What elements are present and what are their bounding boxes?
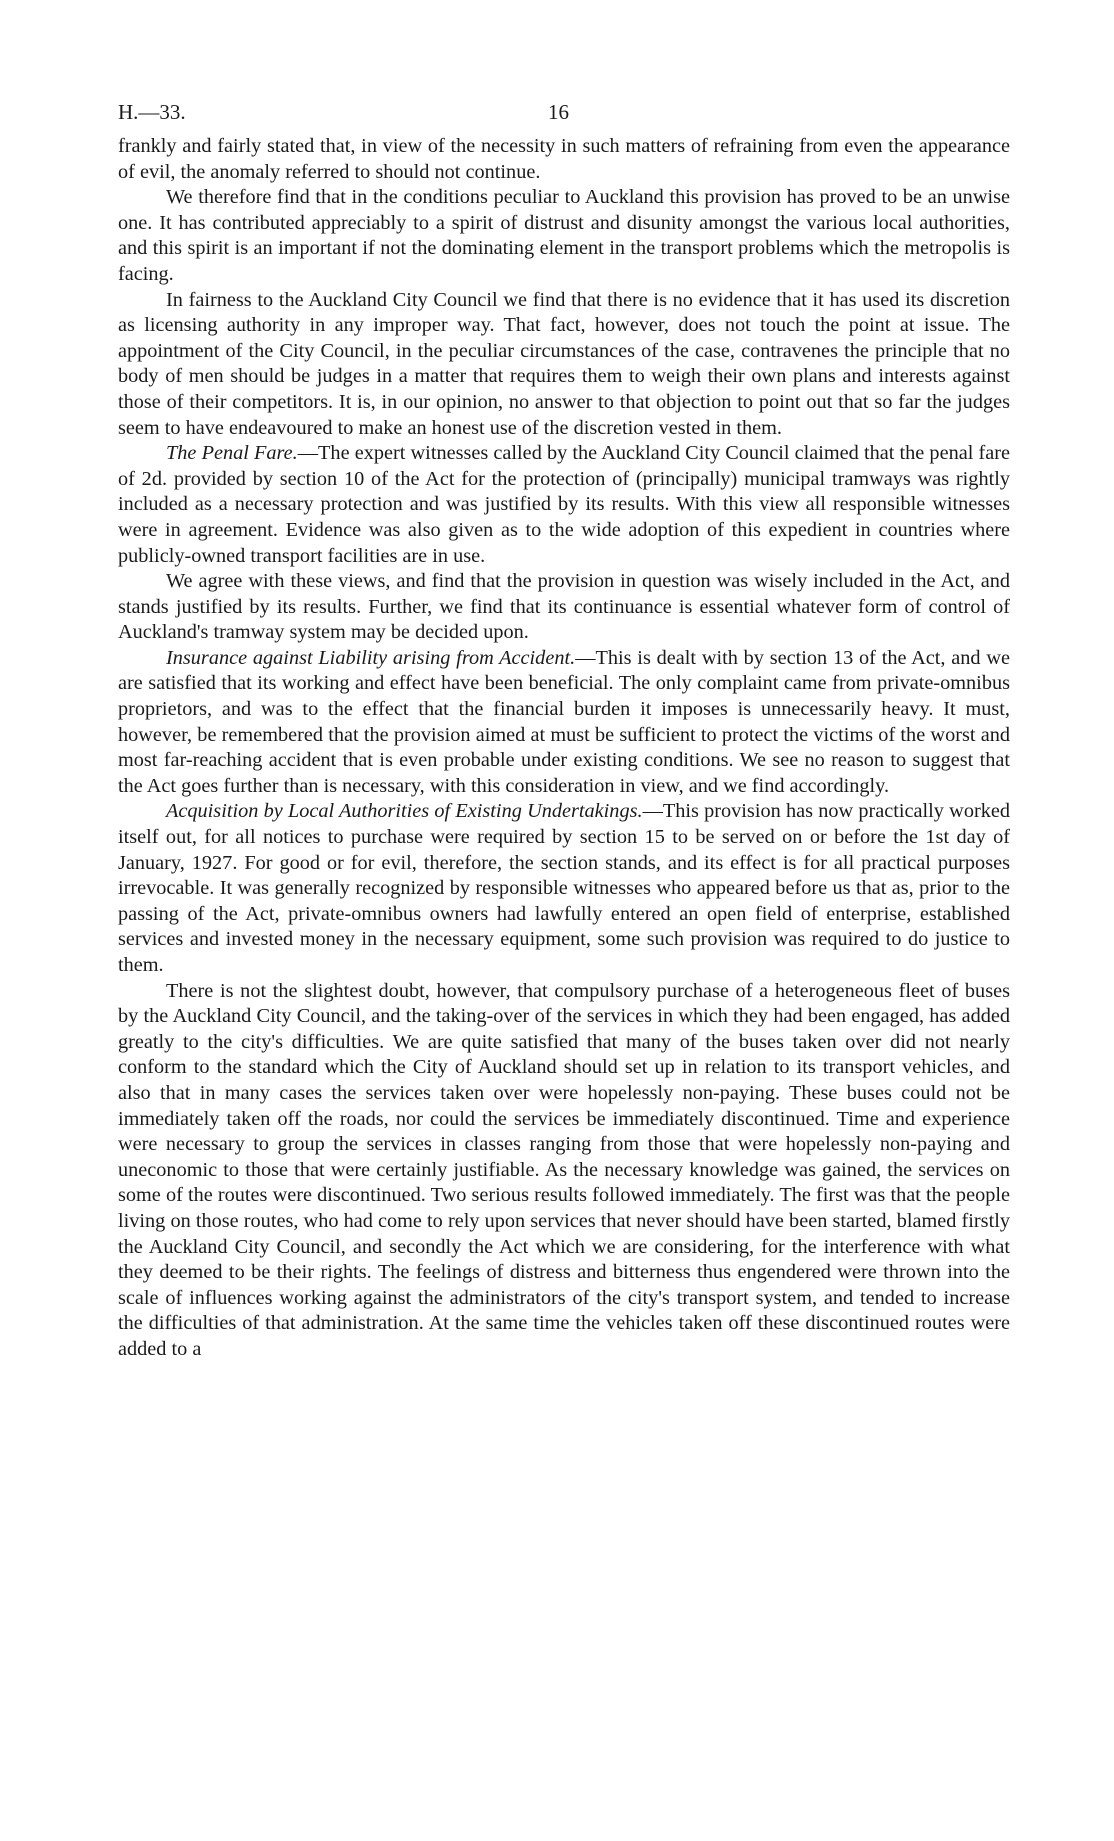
paragraph-fairness [118,288,1010,442]
section-heading: The Penal Fare. [166,442,298,465]
paragraph-text: In fairness to the Auckland City Council we find that there is no evidence that it has used its discretion as licensing authority in any improper way. That fact, however, does not touch the point at issue. The appointment of the City Council, in the peculiar circumstances of the case, contravenes the principle that no body of men should be judges in a matter that requires them to weigh their own plans and interests against those of their competitors. It is, in our opinion, no answer to that objection to point out that so far the judges seem to have endeavoured to make an honest use of the discretion vested in them. [118,288,1010,439]
paragraph-acquisition [118,799,1010,978]
paragraph-text: frankly and fairly stated that, in view of the necessity in such matters of refraining from even the appearance of evil, the anomaly referred to should not continue. [118,135,1010,183]
paragraph-insurance [118,646,1010,800]
paragraph-text: We agree with these views, and find that the provision in question was wisely included in the Act, and stands justified by its results. Further, we find that its continuance is essential whatever form of control of Auckland's tramway system may be decided upon. [118,570,1010,644]
section-heading: Acquisition by Local Authorities of Existing Undertakings. [166,800,643,823]
document-reference: H.—33. [118,100,186,124]
paragraph-text: —This provision has now practically worked itself out, for all notices to purchase were required by section 15 to be served on or before the 1st day of January, 1927. For good or for evil, therefore, the section stands, and its effect is for all practical purposes irrevocable. It was generally recognized by responsible witnesses who appeared before us that as, prior to the passing of the Act, private-omnibus owners had lawfully entered an open field of enterprise, established services and invested money in the necessary equipment, some such provision was required to do justice to them. [118,800,1010,976]
paragraph-unwise-provision [118,185,1010,287]
paragraph-continuation [118,134,1010,185]
paragraph-text: We therefore find that in the conditions peculiar to Auckland this provision has proved to be an unwise one. It has contributed appreciably to a spirit of distrust and disunity amongst the various local authorities, and this spirit is an important if not the dominating element in the transport problems which the metropolis is facing. [118,186,1010,285]
paragraph-penal-fare [118,441,1010,569]
section-heading: Insurance against Liability arising from Accident. [166,646,576,669]
paragraph-penal-fare-finding [118,569,1010,646]
document-page [118,100,1010,1363]
page-header [118,100,1010,134]
paragraph-text: —This is dealt with by section 13 of the Act, and we are satisfied that its working and effect have been beneficial. The only complaint came from private-omnibus proprietors, and was to the effect that the financial burden it imposes is unnecessarily heavy. It must, however, be remembered that the provision aimed at must be sufficient to protect the victims of the worst and most far-reaching accident that is even probable under existing conditions. We see no reason to suggest that the Act goes further than is necessary, with this consideration in view, and we find accordingly. [118,646,1010,797]
paragraph-text: There is not the slightest doubt, however, that compulsory purchase of a heterogeneous fleet of buses by the Auckland City Council, and the taking-over of the services in which they had been engaged, has added greatly to the city's difficulties. We are quite satisfied that many of the buses taken over did not nearly conform to the standard which the City of Auckland should set up in relation to its transport vehicles, and also that in many cases the services taken over were hopelessly non-paying. These buses could not be immediately taken off the roads, nor could the services be immediately discontinued. Time and experience were necessary to group the services in classes ranging from those that were hopelessly non-paying and uneconomic to those that were certainly justifiable. As the necessary knowledge was gained, the services on some of the routes were discontinued. Two serious results followed immediately. The first was that the people living on those routes, who had come to rely upon services that never should have been started, blamed firstly the Auckland City Council, and secondly the Act which we are considering, for the interference with what they deemed to be their rights. The feelings of distress and bitterness thus engendered were thrown into the scale of influences working against the administrators of the city's transport system, and tended to increase the difficulties of that administration. At the same time the vehicles taken off these discontinued routes were added to a [118,979,1010,1360]
paragraph-compulsory-purchase [118,979,1010,1363]
body-text [118,134,1010,1363]
paragraph-text: —The expert witnesses called by the Auckland City Council claimed that the penal fare of 2d. provided by section 10 of the Act for the protection of (principally) municipal tramways was rightly included as a necessary protection and was justified by its results. With this view all responsible witnesses were in agreement. Evidence was also given as to the wide adoption of this expedient in countries where publicly-owned transport facilities are in use. [118,442,1010,567]
page-number: 16 [548,100,569,124]
